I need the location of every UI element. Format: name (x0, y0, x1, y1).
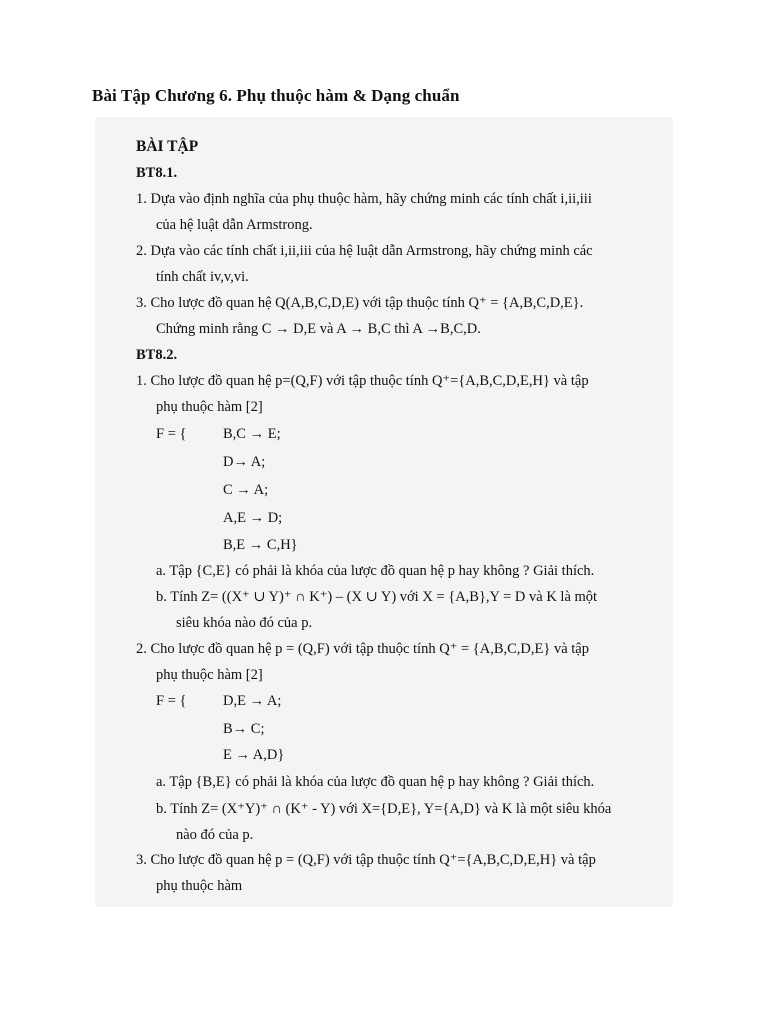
bt82-problem-2-part-a: a. Tập {B,E} có phải là khóa của lược đồ quan hệ p hay không ? Giải thích. (156, 774, 595, 790)
exercise-label-bt82: BT8.2. (136, 347, 178, 363)
bt81-question-1-line-1: 1. Dựa vào định nghĩa của phụ thuộc hàm, hãy chứng minh các tính chất i,ii,iii (136, 191, 592, 207)
bt82-problem-2-line-1: 2. Cho lược đồ quan hệ p = (Q,F) với tập thuộc tính Q⁺ = {A,B,C,D,E} và tập (136, 641, 589, 657)
bt82-problem-3-line-1: 3. Cho lược đồ quan hệ p = (Q,F) với tập thuộc tính Q⁺={A,B,C,D,E,H} và tập (136, 852, 596, 868)
bt81-question-3-line-2: Chứng minh rằng C → D,E và A → B,C thì A →B,C,D. (156, 321, 481, 337)
bt82-problem-1-f-open: F = { (156, 426, 187, 442)
bt82-problem-1-part-b-line-1: b. Tính Z= ((X⁺ ∪ Y)⁺ ∩ K⁺) – (X ∪ Y) với X = {A,B},Y = D và K là một (156, 589, 598, 605)
bt82-problem-3-line-2: phụ thuộc hàm (156, 878, 243, 894)
bt82-problem-2-part-b-line-2: nào đó của p. (176, 827, 254, 843)
bt82-problem-1-dependency: A,E → D; (223, 510, 283, 526)
document-title: Bài Tập Chương 6. Phụ thuộc hàm & Dạng chuẩn (92, 86, 460, 105)
bt82-problem-2-dependency: B→ C; (223, 721, 265, 737)
bt82-problem-1-part-b-line-2: siêu khóa nào đó của p. (176, 615, 313, 631)
bt82-problem-2-dependency: D,E → A; (223, 693, 282, 709)
bt82-problem-1-dependency: B,C → E; (223, 426, 281, 442)
bt82-problem-1-dependency: C → A; (223, 482, 269, 498)
exercise-label-bt81: BT8.1. (136, 165, 178, 181)
bt82-problem-1-line-2: phụ thuộc hàm [2] (156, 399, 263, 415)
bt81-question-3-line-1: 3. Cho lược đồ quan hệ Q(A,B,C,D,E) với tập thuộc tính Q⁺ = {A,B,C,D,E}. (136, 295, 584, 311)
bt81-question-2-line-1: 2. Dựa vào các tính chất i,ii,iii của hệ luật dẫn Armstrong, hãy chứng minh các (136, 243, 593, 259)
bt82-problem-2-dependency: E → A,D} (223, 747, 285, 763)
bt82-problem-1-line-1: 1. Cho lược đồ quan hệ p=(Q,F) với tập thuộc tính Q⁺={A,B,C,D,E,H} và tập (136, 373, 589, 389)
bt81-question-1-line-2: của hệ luật dẫn Armstrong. (156, 217, 313, 233)
bt82-problem-1-dependency: D→ A; (223, 454, 266, 470)
bt82-problem-1-dependency: B,E → C,H} (223, 537, 298, 553)
bt82-problem-2-part-b-line-1: b. Tính Z= (X⁺Y)⁺ ∩ (K⁺ - Y) với X={D,E}, Y={A,D} và K là một siêu khóa (156, 801, 612, 817)
section-title: BÀI TẬP (136, 138, 199, 155)
bt81-question-2-line-2: tính chất iv,v,vi. (156, 269, 249, 285)
bt82-problem-2-f-open: F = { (156, 693, 187, 709)
bt82-problem-1-part-a: a. Tập {C,E} có phải là khóa của lược đồ quan hệ p hay không ? Giải thích. (156, 563, 595, 579)
bt82-problem-2-line-2: phụ thuộc hàm [2] (156, 667, 263, 683)
